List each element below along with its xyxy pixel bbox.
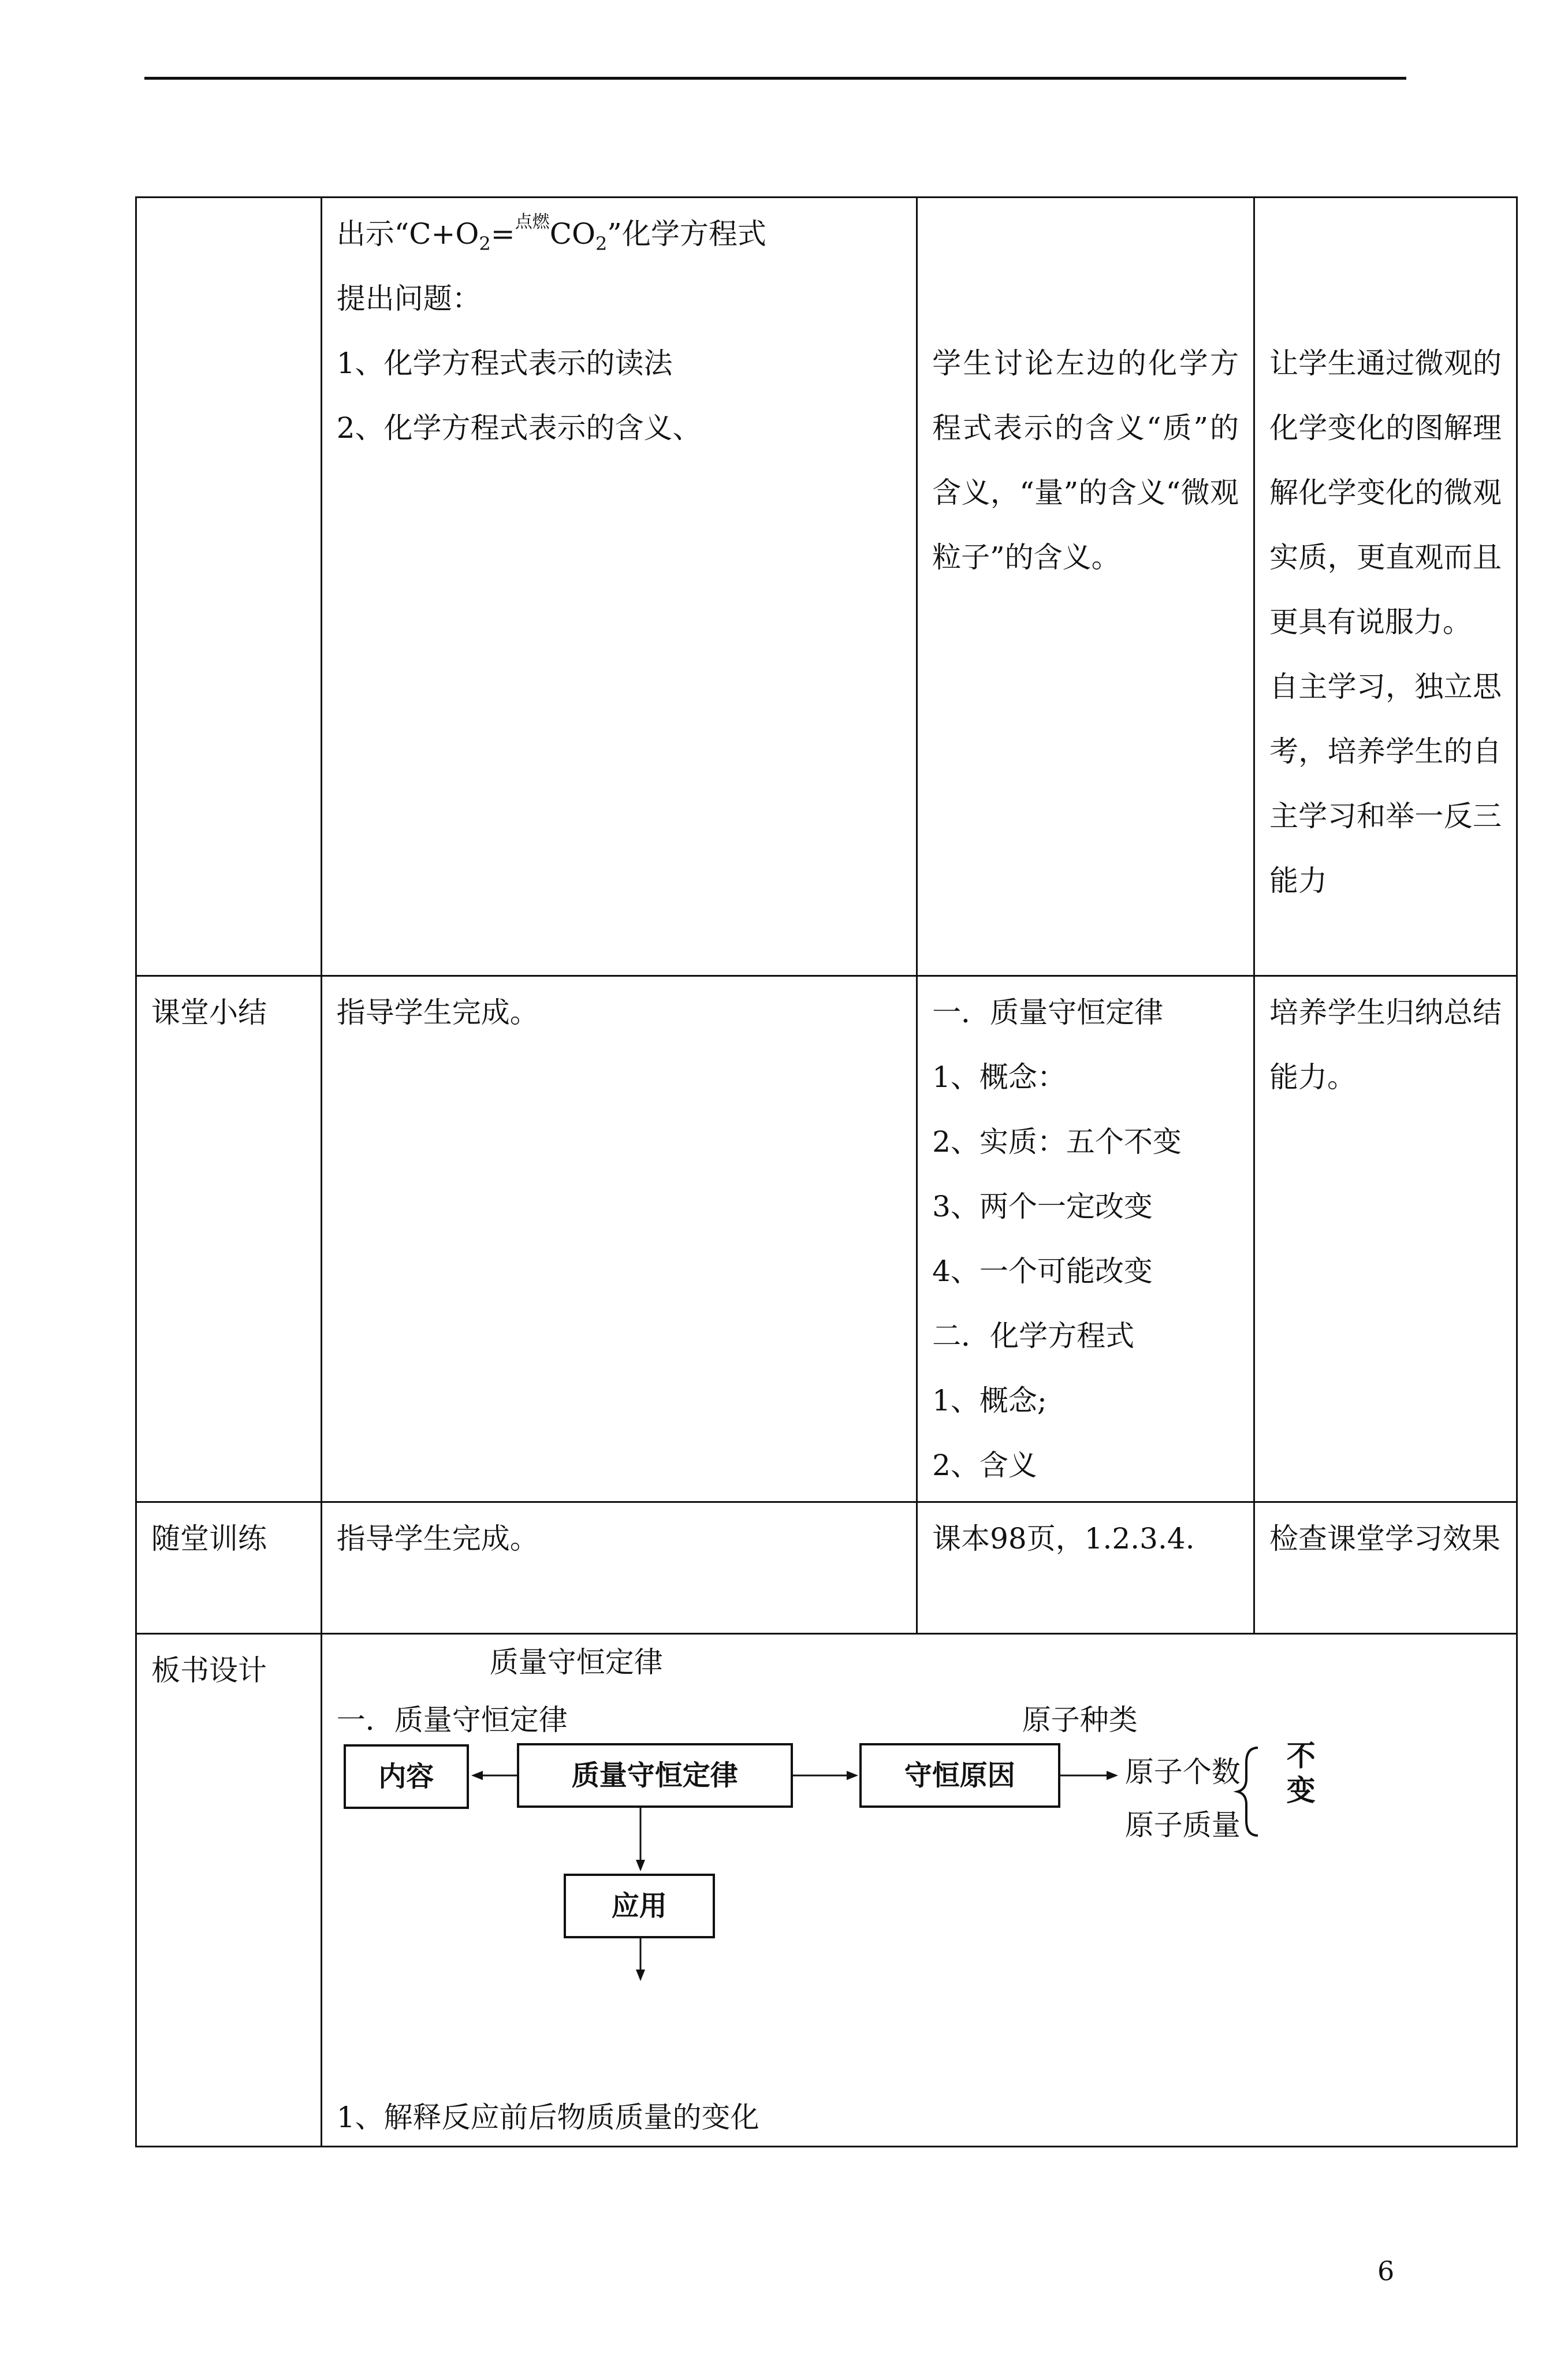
lesson-plan-table bbox=[135, 196, 1518, 2147]
header-rule bbox=[144, 77, 1406, 80]
table-row bbox=[136, 1634, 1517, 2147]
apply-box: 应用 bbox=[564, 1874, 715, 1938]
row2-teacher-cell: 指导学生完成。 bbox=[321, 976, 917, 1502]
text-block: 学生讨论左边的化学方程式表示的含义“质”的含义，“量”的含义“微观粒子”的含义。 bbox=[932, 347, 1239, 574]
row1-stage-cell bbox=[136, 198, 322, 976]
curly-brace-icon bbox=[1238, 1748, 1258, 1836]
row2-stage-cell: 课堂小结 bbox=[136, 976, 322, 1502]
text-line: 3、两个一定改变 bbox=[932, 1190, 1153, 1223]
brace-label-top: 不 bbox=[1286, 1739, 1316, 1773]
content-box: 内容 bbox=[344, 1744, 469, 1809]
row4-stage-cell: 板书设计 bbox=[136, 1634, 322, 2147]
table-row bbox=[136, 976, 1517, 1502]
chemical-equation-line: 出示“$C+O_2=^{点燃}CO_2$”化学方程式 bbox=[336, 212, 766, 255]
text-line: 2、化学方程式表示的含义、 bbox=[336, 411, 702, 445]
brace-label-bottom: 变 bbox=[1286, 1774, 1316, 1807]
board-section-heading: 一．质量守恒定律 bbox=[336, 1703, 568, 1737]
diagram-arrows bbox=[322, 1635, 1568, 2143]
text-line: 1、概念; bbox=[932, 1384, 1047, 1417]
table-row bbox=[136, 198, 1517, 976]
page-number: 6 bbox=[1377, 2255, 1395, 2287]
row1-student-cell bbox=[917, 198, 1254, 976]
text-line: 一．质量守恒定律 bbox=[932, 996, 1164, 1029]
row2-student-cell bbox=[917, 976, 1254, 1502]
text-line: 提出问题： bbox=[336, 282, 481, 315]
text-block: 让学生通过微观的化学变化的图解理解化学变化的微观实质，更直观而且更具有说服力。 bbox=[1269, 347, 1502, 639]
table-row bbox=[136, 1502, 1517, 1634]
text-line: 4、一个可能改变 bbox=[932, 1254, 1153, 1288]
reason-box: 守恒原因 bbox=[859, 1743, 1060, 1808]
row3-intent-cell: 检查课堂学习效果 bbox=[1254, 1502, 1517, 1634]
atom-count-label: 原子个数 bbox=[1124, 1755, 1241, 1789]
row1-intent-cell bbox=[1254, 198, 1517, 976]
row3-teacher-cell: 指导学生完成。 bbox=[321, 1502, 917, 1634]
text-line: 1、化学方程式表示的读法 bbox=[336, 347, 673, 380]
blackboard-design-cell bbox=[321, 1634, 1517, 2147]
row3-stage-cell: 随堂训练 bbox=[136, 1502, 322, 1634]
blackboard-diagram bbox=[322, 1635, 1516, 2143]
board-title: 质量守恒定律 bbox=[489, 1646, 663, 1679]
text-line: 二．化学方程式 bbox=[932, 1319, 1135, 1353]
text-block: 自主学习，独立思考，培养学生的自主学习和举一反三能力 bbox=[1269, 670, 1502, 898]
atom-mass-label: 原子质量 bbox=[1124, 1808, 1241, 1842]
text-line: 2、含义 bbox=[932, 1449, 1037, 1482]
law-box: 质量守恒定律 bbox=[517, 1743, 793, 1808]
text-line: 1、概念： bbox=[932, 1060, 1066, 1094]
atom-kind-label: 原子种类 bbox=[1022, 1703, 1138, 1737]
row3-student-cell: 课本98页，1.2.3.4. bbox=[917, 1502, 1254, 1634]
row2-intent-cell: 培养学生归纳总结能力。 bbox=[1254, 976, 1517, 1502]
board-footer-item: 1、解释反应前后物质质量的变化 bbox=[336, 2101, 759, 2134]
text-line: 2、实质：五个不变 bbox=[932, 1125, 1182, 1159]
row1-teacher-cell bbox=[321, 198, 917, 976]
